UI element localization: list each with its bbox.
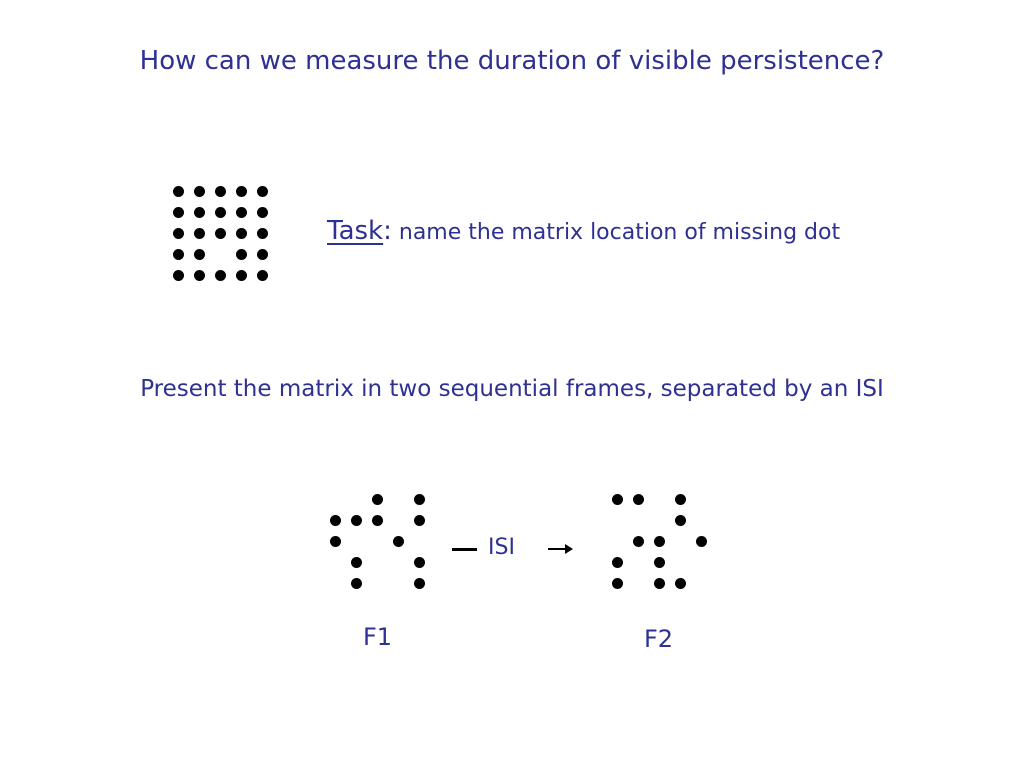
frame-dot bbox=[612, 557, 623, 568]
task-colon: : bbox=[383, 216, 392, 246]
isi-label: ISI bbox=[488, 535, 515, 560]
frame-dot bbox=[675, 515, 686, 526]
arrow-right-icon bbox=[565, 544, 573, 554]
frame-dot bbox=[612, 578, 623, 589]
isi-dash bbox=[452, 548, 477, 551]
frame-dot bbox=[654, 557, 665, 568]
task-description: name the matrix location of missing dot bbox=[391, 220, 841, 245]
frame-dot bbox=[654, 536, 665, 547]
frame-dot bbox=[612, 494, 623, 505]
frame-dot bbox=[654, 578, 665, 589]
frame-dot bbox=[675, 578, 686, 589]
task-label: Task bbox=[327, 216, 384, 246]
frame-dot bbox=[675, 494, 686, 505]
frame-2-label: F2 bbox=[644, 625, 674, 653]
frame-dot bbox=[633, 536, 644, 547]
frame-dot bbox=[696, 536, 707, 547]
subtitle: Present the matrix in two sequential frames, separated by an ISI bbox=[140, 376, 884, 402]
slide-title: How can we measure the duration of visible persistence? bbox=[139, 46, 885, 76]
frame-1-label: F1 bbox=[363, 623, 393, 651]
frame-dot bbox=[633, 494, 644, 505]
